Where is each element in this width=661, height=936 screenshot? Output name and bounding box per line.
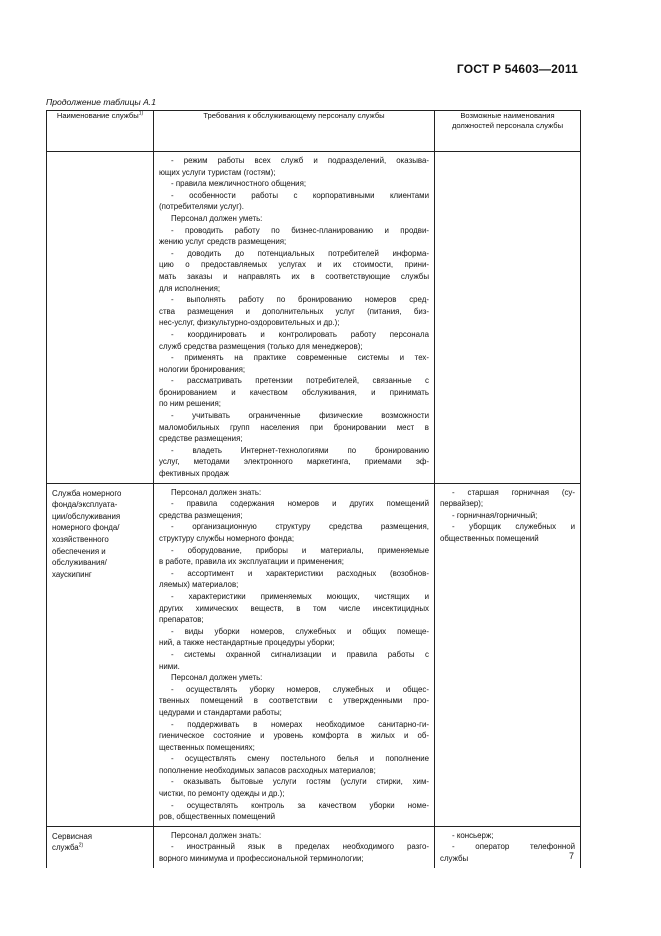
text-line: для исполнения; [159,283,221,293]
text-line: общественных помещений [440,534,539,543]
service-name-line: обслуживания/ [52,558,107,568]
text-line: цедурами и стандартами работы; [159,707,282,717]
text-line: ними. [159,661,180,671]
text-line: службы [440,854,469,864]
service-name-line: Служба номерного [52,488,122,498]
table-row [47,826,581,867]
header-positions-line1: Возможные наименования [460,111,555,120]
text-line: ства размещения и дополнительных услуг (питания, биз- [159,306,429,316]
positions-text [435,484,580,548]
table-caption: Продолжение таблицы А.1 [46,97,156,107]
text-line: маломобильных групп населения при бронировании мест в [159,422,429,432]
text-line: услуг, методами электронного маркетинга, приемами эф- [159,457,429,467]
text-line: - уборщик служебных и [452,522,575,532]
service-name-cell [47,826,154,867]
text-line: - осуществлять уборку номеров, служебных и общес- [171,684,429,694]
text-line: ворного минимума и профессиональной терминологии; [159,854,364,864]
text-line: - поддерживать в номерах необходимое санитарно-ги- [171,719,429,729]
requirements-table [46,110,581,868]
text-line: - выполнять работу по бронированию номеров сред- [171,295,429,305]
text-line: - проводить работу по бизнес-планированию и продви- [171,225,429,235]
text-line: - оказывать бытовые услуги гостям (услуги стирки, хим- [171,777,429,787]
text-line: - оборудование, приборы и материалы, применяемые [171,545,429,555]
service-name-cell [47,152,154,484]
text-line: - осуществлять смену постельного белья и пополнение [171,754,429,764]
text-line: - виды уборки номеров, служебных и общих помеще- [171,626,429,636]
text-line: первайзер); [440,499,484,509]
requirements-text [154,827,434,868]
service-name-line2: служба [52,843,79,853]
service-name-line: номерного фонда/ [52,523,120,533]
service-name-line: хозяйственного [52,535,109,544]
service-footnote-mark: 2) [78,842,84,849]
text-line: - консьерж; [452,830,494,840]
text-line: Персонал должен уметь: [171,213,263,223]
header-footnote-mark: 1) [138,110,144,117]
text-line: - старшая горничная (су- [452,487,575,497]
positions-text [435,827,580,868]
service-name-line1: Сервисная [52,831,93,841]
text-line: - осуществлять контроль за качеством уборки номе- [171,800,429,810]
text-line: - учитывать ограниченные физические возможности [171,411,429,421]
text-line: Персонал должен знать: [171,830,262,840]
positions-cell [435,152,581,484]
text-line: нологии бронирования; [159,364,246,374]
text-line: служб средства размещения (только для менеджеров); [159,341,363,351]
text-line: бронированием и качеством обслуживания, и принимать [159,387,429,397]
service-name-line: ции/обслуживания [52,511,121,521]
text-line: по ним решения; [159,399,221,409]
text-line: - организационную структуру средства размещения, [171,522,429,532]
text-line: - иностранный язык в пределах необходимого разго- [171,842,429,852]
text-line: - оператор телефонной [452,842,575,852]
text-line: фективных продаж [159,469,229,479]
text-line: - рассматривать претензии потребителей, связанные с [171,376,429,386]
text-line: - режим работы всех служб и подразделений, оказыва- [171,156,429,165]
requirements-cell [154,826,435,867]
requirements-text [154,484,434,826]
text-line: ющих услуги туристам (гостям); [159,167,276,177]
text-line: - правила содержания номеров и других помещений [171,499,429,509]
text-line: Персонал должен знать: [171,487,262,497]
requirements-cell [154,152,435,484]
text-line: пополнение необходимых запасов расходных материалов; [159,765,376,775]
text-line: мать заказы и направлять их в соответствующие службы [159,271,429,281]
header-service-name [47,111,154,152]
service-name-cell [47,483,154,826]
service-name-line: обеспечения и [52,546,106,556]
text-line: - правила межличностного общения; [171,179,307,189]
requirements-text [154,152,434,483]
text-line: - доводить до потенциальных потребителей информа- [171,248,429,258]
table-header-row [47,111,581,152]
text-line: щественных помещениях; [159,742,255,752]
text-line: жению услуг средств размещения; [159,237,287,247]
header-positions [435,111,581,152]
text-line: ний, а также нестандартные процедуры уборки; [159,638,335,648]
text-line: нес-услуг, физкультурно-оздоровительных и др.); [159,318,340,328]
text-line: в работе, правила их эксплуатации и применения; [159,557,344,567]
table-row [47,152,581,484]
text-line: (потребителями услуг). [159,202,244,212]
header-positions-line2: должностей персонала службы [451,121,564,130]
text-line: других химических веществ, в том числе инсектицидных [159,603,429,613]
requirements-cell [154,483,435,826]
header-requirements [154,111,435,152]
header-requirements-text: Требования к обслуживающему персоналу службы [203,111,385,120]
document-code: ГОСТ Р 54603—2011 [456,62,578,76]
page-number: 7 [568,851,574,861]
text-line: - характеристики применяемых моющих, чистящих и [171,591,429,601]
text-line: структуру службы номерного фонда; [159,534,295,543]
text-line: - особенности работы с корпоративными клиентами [171,190,429,200]
text-line: твенных помещений в соответствии с утвержденными про- [159,696,429,706]
positions-cell [435,483,581,826]
text-line: - ассортимент и характеристики расходных (возобнов- [171,568,429,578]
text-line: Персонал должен уметь: [171,673,263,683]
text-line: средства размещения; [159,510,243,520]
text-line: - системы охранной сигнализации и правила работы с [171,649,429,659]
text-line: средстве размещения; [159,434,243,444]
text-line: цию о предоставляемых услугах и их стоимости, прини- [159,260,429,270]
header-service-name-text: Наименование службы [56,111,139,120]
text-line: - применять на практике современные системы и тех- [171,353,429,363]
table-row [47,483,581,826]
text-line: чистки, по ремонту одежды и др.); [159,789,285,799]
text-line: - координировать и контролировать работу персонала [171,329,429,339]
text-line: - владеть Интернет-технологиями по бронированию [171,445,429,455]
positions-cell [435,826,581,867]
service-name-line: фонда/эксплуата- [52,500,118,510]
service-name-text [47,484,153,585]
service-name-line: хаускипинг [52,569,92,579]
text-line: ров, общественных помещений [159,812,276,822]
text-line: препаратов; [159,615,204,625]
text-line: - горничная/горничный; [452,510,538,520]
text-line: гиеническое состояние и уровень комфорта в жилых и об- [159,731,429,741]
text-line: ляемых) материалов; [159,580,239,590]
